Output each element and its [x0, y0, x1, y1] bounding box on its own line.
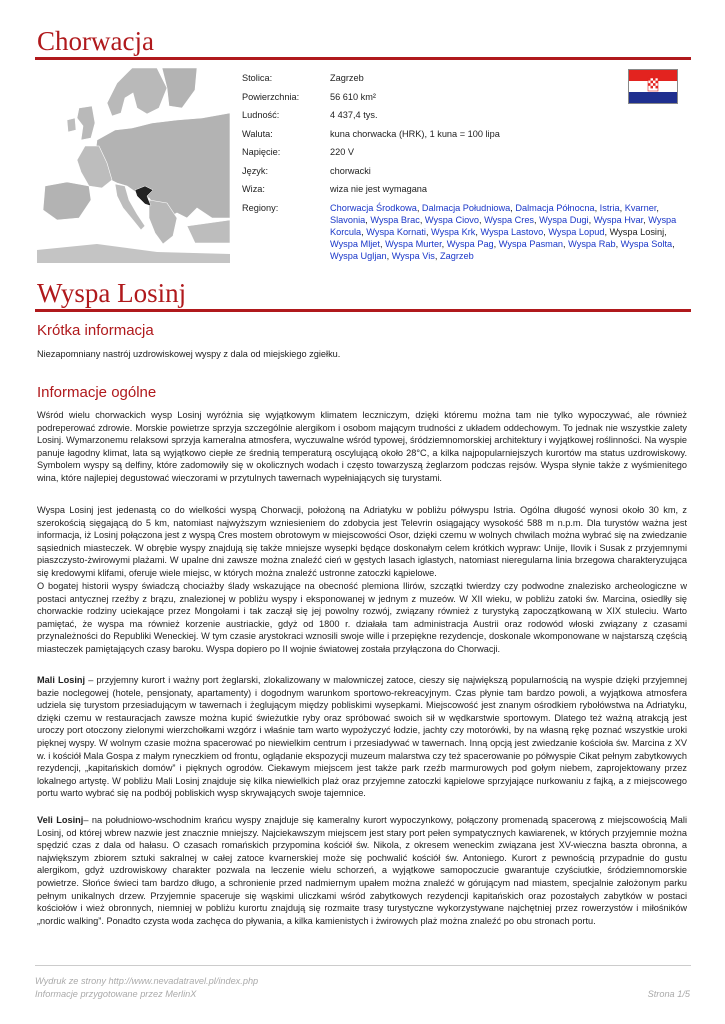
- region-link[interactable]: Wyspa Solta: [620, 238, 673, 249]
- region-link[interactable]: Wyspa Pasman: [498, 238, 564, 249]
- footer-author: Informacje przygotowane przez MerlinX: [35, 989, 197, 999]
- fact-label: Regiony:: [242, 202, 279, 213]
- region-link[interactable]: Wyspa Murter: [385, 238, 442, 249]
- fact-label: Stolica:: [242, 73, 273, 83]
- fact-row: [242, 91, 690, 110]
- croatia-flag-icon: [628, 69, 678, 104]
- fact-value: kuna chorwacka (HRK), 1 kuna = 100 lipa: [330, 128, 500, 139]
- region-link[interactable]: Dalmacja Północna: [515, 202, 595, 213]
- region-link[interactable]: Wyspa Kornati: [366, 226, 426, 237]
- fact-value: 56 610 km²: [330, 91, 376, 102]
- region-link[interactable]: Wyspa Ciovo: [424, 214, 479, 225]
- page-number: Strona 1/5: [647, 989, 690, 999]
- paragraph-history: O bogatej historii wyspy świadczą chociażby ślady wskazujące na obecność plemiona Ilirów, szczątki twierdzy czy podwodne znalezisko archeologiczne w postaci antycznej rzeźby z brązu, znalezionej w pobliżu wyspy i eksponowanej w jednym z muzeów. W XII wieku, w pobliżu zatoki św. Marcina, osiedlły się chorwackie rodziny uciekające przez Mongołami i tak zaczął się jej powolny rozwój, związany również z turystyką zapoczątkowaną w XIX stuleciu. Warto pamiętać, że wyspa ma również korzenie austriackie, gdyż od 1800 r. działała tam administracja Austrii oraz rodowód włoski związany z czasami przynależności do Republiki Weneckiej. W tym czasie arystokraci wznosili swoje wille i przepiękne rezydencje, doskonale wkomponowane w najstarszą częścią miasteczek pamiętających czasy baroku. Wyspa dopiero po II wojnie światowej została przyłączona do Chorwacji.: [37, 581, 687, 654]
- region-link[interactable]: Wyspa Hvar: [593, 214, 644, 225]
- destination-rule: [35, 309, 691, 312]
- region-link[interactable]: Wyspa Lopud: [548, 226, 605, 237]
- fact-value: 4 437,4 tys.: [330, 110, 378, 120]
- fact-value: 220 V: [330, 147, 355, 157]
- region-link[interactable]: Wyspa Vis: [391, 250, 435, 261]
- region-link[interactable]: Zagrzeb: [439, 250, 474, 261]
- fact-row: [242, 72, 690, 91]
- europe-map: [37, 68, 230, 263]
- paragraph-body: – na południowo-wschodnim krańcu wyspy znajduje się kameralny kurort wypoczynkowy, połączony promenadą spacerową z miejscowością Mali Losinj, od której wbrew nazwie jest znacznie mniejszy. Najciekawszym miejscem jest stary port pełen sympatycznych kawiarenek, w których przyjemnie można spędzić czas z dala od hałasu. O czasach romańskich przypomina kościół św. Nikola, z okresem weneckim związana jest XV-wieczna baszta obronna, a największym zbiorem sztuki sakralnej w całej zatoce kvarnerskiej może się pochwalić kościół św. Antoniego. Kurort z pewnością przypadnie do gustu alergikom, gdyż uzdrowiskowy charakter pozwala na leczenie wielu schorzeń, a wyjątkowe samopoczucie gwarantuje czyściutkie, śródziemnomorskie powietrze. Słońce świeci tam bardzo długo, a schronienie przed nadmiernym upałem można znaleźć w górującym nad miastem, specjalnie założonym parku pełnym unikalnych drzew. Przyjemnie spaceruje się wąskimi uliczkami wśród zabytkowych rezydencji kapitańskich oraz pozostałych zabytków w postaci kościołów i wież obronnych, niemniej w pobliżu kurortu znajdują się rozmaite trasy turystyczne wykorzystywane najchętniej przez rowerzystów i miłośników „nordic walking”. Ponadto czysta woda zachęca do pływania, a kilka kamienistych i żwirowych plaż można znaleźć po obu stronach portu.: [37, 815, 687, 926]
- region-link[interactable]: Istria: [599, 202, 620, 213]
- destination-title: Wyspa Losinj: [37, 278, 187, 308]
- paragraph-climate: Wśród wielu chorwackich wysp Losinj wyróżnia się wyjątkowym klimatem leczniczym, dzięki któremu można tam nie tylko wypoczywać, ale również podreperować zdrowie. Morskie powietrze sprzyja szczególnie alergikom i osobom mającym trudności z układem oddechowym. To jednak nie wszystkie zalety Losinj. Wymarzonemu relaksowi sprzyja kameralna atmosfera, wyczuwalne wśród typowej, śródziemnomorskiej architektury i wyjątkowej roślinności. Na wyspie panuje łagodny klimat, lata są wyjątkowo ciepłe ze średnią temperaturą oscylującą około 28°C, a kilka najpopularniejszych kurortów ma status uzdrowiskowy. Symbolem wyspy są delfiny, które zadomowiły się w okolicznych wodach i często towarzyszą żeglarzom podczas rejsów. Wyspa słynie także z wyśmienitego wina, które najlepiej degustować wieczorami w przytulnych tawernach wypełniających się turystami.: [37, 410, 687, 483]
- fact-row: [242, 128, 690, 147]
- country-title: Chorwacja: [37, 26, 154, 56]
- fact-value: chorwacki: [330, 165, 371, 176]
- region-link[interactable]: Wyspa Rab: [568, 238, 616, 249]
- region-link[interactable]: Wyspa Lastovo: [480, 226, 544, 237]
- region-link[interactable]: Wyspa Cres: [484, 214, 535, 225]
- footer-rule: [35, 965, 691, 966]
- fact-label: Powierzchnia:: [242, 91, 300, 102]
- region-link[interactable]: Kvarner: [624, 202, 657, 213]
- paragraph-geography: Wyspa Losinj jest jedenastą co do wielkości wyspą Chorwacji, położoną na Adriatyku w pobliżu półwyspu Istria. Ogólna długość wynosi około 30 km, z szerokością sięgającą do 5 km, natomiast najwyższym wzniesieniem do zdobycia jest Televrin osiągający wysokość 588 m n.p.m. Dla turystów ważna jest informacja, iż Losinj połączona jest z wyspą Cres mostem obrotowym w miejscowości Osor, dzięki czemu w wolnych chwilach można wybrać się na zwiedzanie sąsiednich miasteczek. W obrębie wyspy znajdują się także mniejsze wysepki będące doskonałym celem krótkich wypraw: Unije, Ilovik i Susak z przyjemnymi piaszczysto-żwirowymi plażami. W upalne dni zawsze można znaleźć cień w gęstych lasach iglastych, natomiast nieregularna linia brzegowa charakteryzująca się kredowymi klifami, oferuje wiele miejsc, w których można znaleźć ustronne zatoczki kąpielowe.: [37, 505, 687, 578]
- country-facts-table: [242, 72, 690, 268]
- paragraph-body: – przyjemny kurort i ważny port żeglarski, zlokalizowany w malowniczej zatoce, cieszy się największą popularnością na wyspie dzięki przyjemnej bazie noclegowej (hotele, pensjonaty, apartamenty) i dogodnym warunkom sportowo-rekreacyjnym. Czas płynie tam bardzo powoli, a wyjątkowa atmosfera udziela się turystom przesiadującym w tawernach i żeglującym między pobliskimi wysepkami. Miejscowość jest znanym ośrodkiem rybołówstwa na Adriatyku, dzięki czemu w restauracjach zawsze można kupić świeżutkie ryby oraz spróbować swoich sił w wędkarstwie sportowym. Dlatego też ważną atrakcją jest uroczy port otoczony zielonymi wierzchołkami wzgórz i właśnie tam warto wypożyczyć łodzie, jachty czy motorówki, by na własną rękę poznać wszystkie uroki pięknej wyspy. W wolnym czasie można spacerować po niewielkim centrum i przesiadywać w tawernach. Inną opcją jest zwiedzanie kościoła św. Marcina z XV w. i kościół Mala Gospa z małym ryneczkiem od frontu, oglądanie ekspozycji muzeum malarstwa czy też spacerowanie po półwyspie Cikat pełnym zabytkowych rezydencji, „kapitańskich domów” i pięknych ogrodów. Ciekawym miejscem jest także park rzeźb marmurowych pod gołym niebem, zaprojektowany przez lokalnego artystę. W pobliżu Mali Losinj znajduje się kilka niewielkich plaż oraz przyjemne zatoczki kąpielowe sprzyjające nurkowaniu z fajką, a z miejscowego portu warto wybrać się na podbój pobliskich wysp skrywających swoje tajemnice.: [37, 675, 687, 799]
- general-info-heading: Informacje ogólne: [37, 384, 157, 401]
- fact-label: Wiza:: [242, 184, 265, 194]
- footer-source: Wydruk ze strony http://www.nevadatravel.pl/index.php: [35, 976, 259, 986]
- fact-label: Waluta:: [242, 128, 273, 139]
- region-link[interactable]: Wyspa Brac: [370, 214, 420, 225]
- paragraph-mali-losinj: [37, 674, 687, 800]
- fact-label: Napięcie:: [242, 147, 281, 157]
- paragraph-veli-losinj: [37, 814, 687, 927]
- region-link[interactable]: Wyspa Krk: [431, 226, 476, 237]
- short-info-text: Niezapomniany nastrój uzdrowiskowej wyspy z dala od miejskiego zgiełku.: [37, 349, 341, 359]
- region-link[interactable]: Wyspa Korcula: [330, 214, 677, 237]
- region-link[interactable]: Wyspa Mljet: [330, 238, 380, 249]
- region-link[interactable]: Wyspa Ugljan: [330, 250, 387, 261]
- fact-row: [242, 183, 690, 202]
- region-link[interactable]: Dalmacja Południowa: [421, 202, 511, 213]
- region-link: Wyspa Losinj: [609, 226, 665, 237]
- region-link[interactable]: Slavonia: [330, 214, 366, 225]
- paragraph-lead: Veli Losinj: [37, 815, 84, 825]
- region-link[interactable]: Chorwacja Środkowa: [330, 202, 417, 213]
- regions-list: Chorwacja Środkowa, Dalmacja Południowa, Dalmacja Północna, Istria, Kvarner, Slavonia, Wyspa Brac, Wyspa Ciovo, Wyspa Cres, Wyspa Dugi, Wyspa Hvar, Wyspa Korcula, Wyspa Kornati, Wyspa Krk, Wyspa Lastovo, Wyspa Lopud, Wyspa Losinj, Wyspa Mljet, Wyspa Murter, Wyspa Pag, Wyspa Pasman, Wyspa Rab, Wyspa Solta, Wyspa Ugljan, Wyspa Vis, Zagrzeb: [330, 202, 677, 261]
- title-rule: [35, 57, 691, 60]
- fact-value: wiza nie jest wymagana: [330, 184, 428, 194]
- fact-row: [242, 146, 690, 165]
- short-info-heading: Krótka informacja: [37, 322, 154, 339]
- fact-row: [242, 109, 690, 128]
- region-link[interactable]: Wyspa Pag: [446, 238, 494, 249]
- fact-row-regions: [242, 202, 690, 269]
- region-link[interactable]: Wyspa Dugi: [539, 214, 589, 225]
- fact-label: Ludność:: [242, 110, 280, 120]
- fact-label: Język:: [242, 165, 269, 176]
- paragraph-lead: Mali Losinj: [37, 675, 86, 685]
- fact-row: [242, 165, 690, 184]
- fact-value: Zagrzeb: [330, 73, 364, 83]
